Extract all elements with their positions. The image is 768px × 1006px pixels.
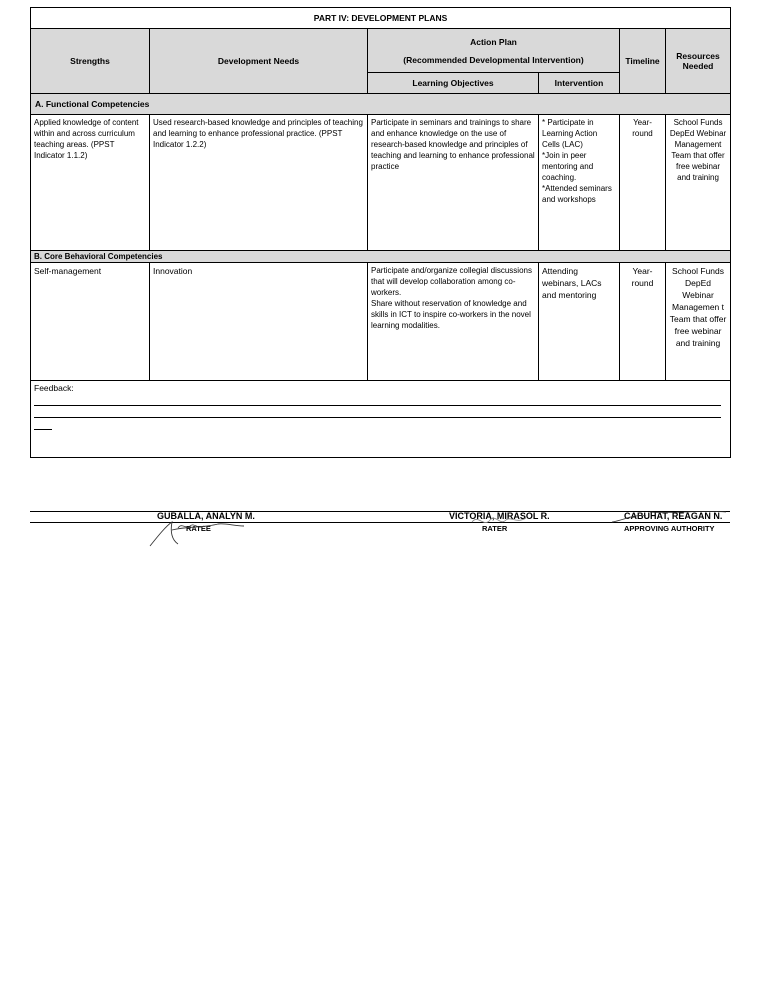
rater-name: VICTORIA, MIRASOL R.	[449, 511, 550, 521]
development-plan-table	[30, 7, 731, 458]
section-functional-label: A. Functional Competencies	[31, 94, 731, 115]
feedback-line	[34, 394, 721, 406]
learning-objectives-cell: Participate in seminars and trainings to share and enhance knowledge on the use of research-based knowledge and principles of teaching and learning to enhance professional practice	[368, 115, 539, 251]
strengths-cell: Self-management	[31, 263, 150, 381]
approver-signature	[610, 508, 730, 526]
header-strengths: Strengths	[31, 29, 150, 94]
header-resources: Resources Needed	[666, 29, 731, 94]
header-development-needs: Development Needs	[150, 29, 368, 94]
strengths-cell: Applied knowledge of content within and across curriculum teaching areas. (PPST Indicator 1.1.2)	[31, 115, 150, 251]
timeline-cell: Year-round	[620, 263, 666, 381]
header-action-plan-subtitle: (Recommended Developmental Intervention)	[403, 54, 584, 65]
resources-cell: School Funds DepEd Webinar Management Team that offer free webinar and training	[666, 115, 731, 251]
intervention-cell: * Participate in Learning Action Cells (LAC) *Join in peer mentoring and coaching. *Attended seminars and workshops	[539, 115, 620, 251]
resources-cell: School Funds DepEd Webinar Managemen t Team that offer free webinar and training	[666, 263, 731, 381]
feedback-line	[34, 406, 721, 418]
learning-objectives-cell: Participate and/organize collegial discussions that will develop collaboration among co-workers. Share without reservation of knowledge and skills in ICT to inspire co-workers in the novel learning modalities.	[368, 263, 539, 381]
table-row	[31, 263, 731, 381]
rater-signature	[470, 512, 530, 528]
header-action-plan-title: Action Plan	[470, 36, 517, 47]
ratee-signature	[148, 518, 248, 548]
ratee-role: RATEE	[186, 524, 211, 533]
header-learning-objectives: Learning Objectives	[368, 73, 539, 94]
section-core-label: B. Core Behavioral Competencies	[31, 251, 731, 263]
approver-role: APPROVING AUTHORITY	[624, 524, 715, 533]
rater-role: RATER	[482, 524, 508, 533]
intervention-cell: Attending webinars, LACs and mentoring	[539, 263, 620, 381]
header-timeline: Timeline	[620, 29, 666, 94]
page-title: PART IV: DEVELOPMENT PLANS	[31, 8, 731, 29]
feedback-line	[34, 418, 52, 430]
feedback-box[interactable]	[31, 381, 731, 458]
development-needs-cell: Innovation	[150, 263, 368, 381]
header-action-plan	[368, 29, 620, 73]
ratee-name: GUBALLA, ANALYN M.	[157, 511, 255, 521]
approver-name: CABUHAT, REAGAN N.	[624, 511, 723, 521]
table-row	[31, 115, 731, 251]
development-needs-cell: Used research-based knowledge and principles of teaching and learning to enhance professional practice. (PPST Indicator 1.2.2)	[150, 115, 368, 251]
feedback-label: Feedback:	[34, 383, 74, 393]
timeline-cell: Year-round	[620, 115, 666, 251]
header-intervention: Intervention	[539, 73, 620, 94]
